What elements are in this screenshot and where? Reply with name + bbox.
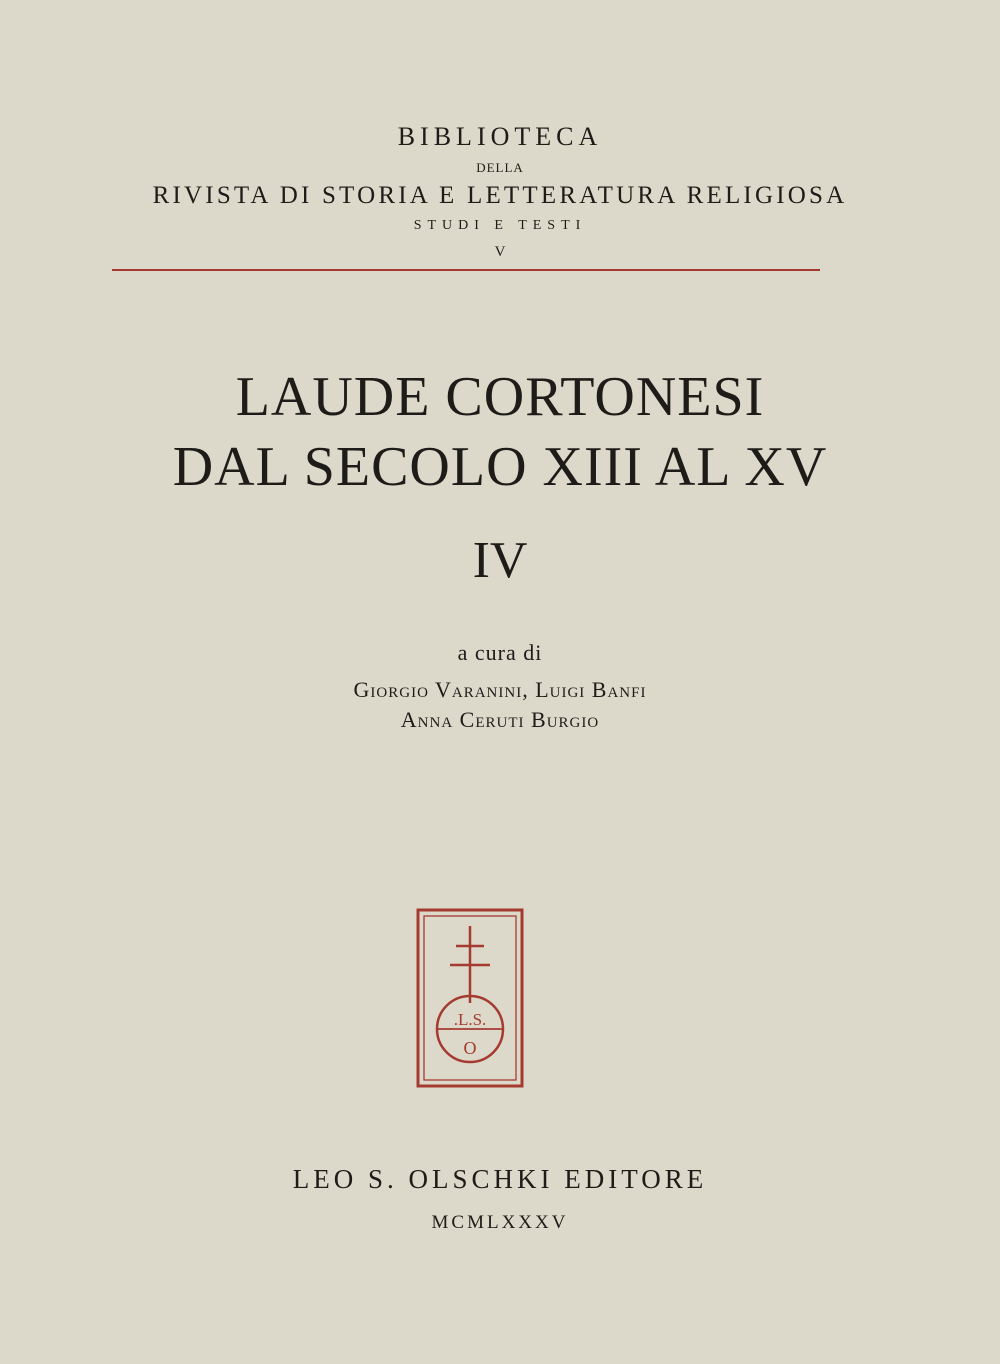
divider-rule — [112, 269, 820, 271]
publication-year: MCMLXXXV — [431, 1212, 569, 1233]
mark-letter: O — [463, 1038, 477, 1058]
editors-line2: Anna Ceruti Burgio — [400, 707, 600, 732]
mark-initials: .L.S. — [453, 1010, 487, 1029]
cross-globe-printer-mark-icon — [416, 908, 524, 1088]
series-title: BIBLIOTECA — [397, 122, 603, 151]
book-title-line2: DAL SECOLO XIII AL XV — [172, 436, 828, 498]
edited-by-label: a cura di — [457, 640, 543, 665]
series-della: DELLA — [476, 160, 524, 175]
volume-number: IV — [472, 532, 528, 589]
series-journal: RIVISTA DI STORIA E LETTERATURA RELIGIOSA — [152, 182, 848, 209]
book-title-line1: LAUDE CORTONESI — [235, 366, 765, 428]
series-number: V — [494, 244, 506, 260]
editors-line1: Giorgio Varanini, Luigi Banfi — [353, 677, 647, 702]
series-subtitle: STUDI E TESTI — [413, 218, 587, 233]
publisher-name: LEO S. OLSCHKI EDITORE — [292, 1164, 708, 1194]
